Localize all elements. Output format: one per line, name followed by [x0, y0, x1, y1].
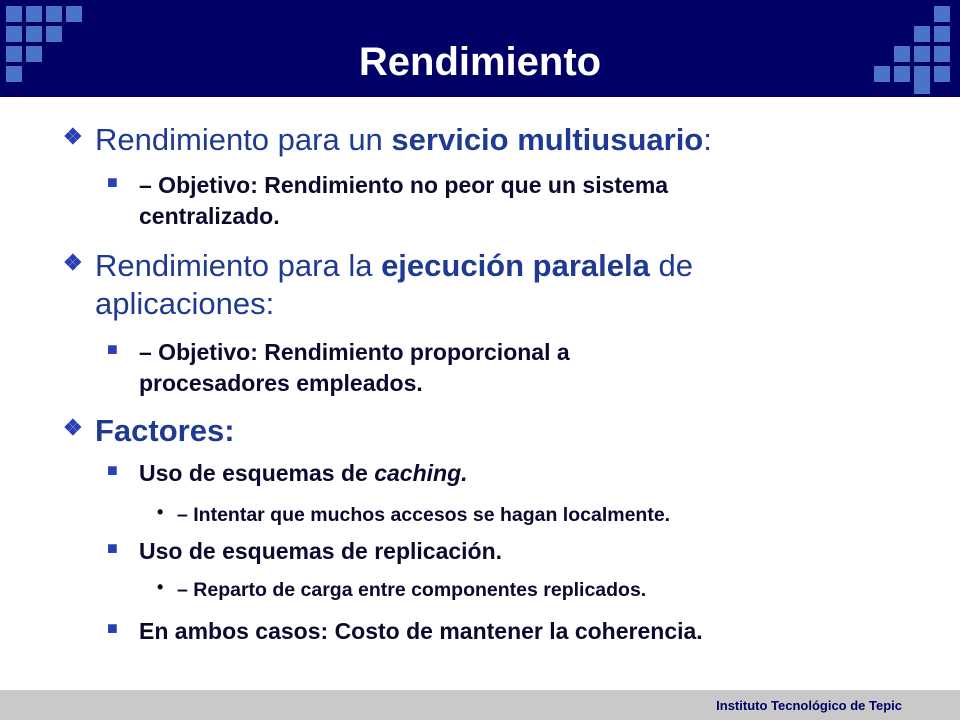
bullet-1-pre: Rendimiento para un — [95, 122, 392, 157]
dot-bullet-icon: • — [157, 502, 164, 522]
sub-bullet-2-1-line1: – Objetivo: Rendimiento proporcional a — [139, 339, 570, 365]
square-bullet-icon: ■ — [107, 339, 118, 359]
sub-bullet-1-1-line1: – Objetivo: Rendimiento no peor que un sistema — [139, 172, 669, 198]
square-bullet-icon: ■ — [107, 460, 118, 480]
diamond-bullet-icon: ❖ — [63, 250, 83, 275]
sub-bullet-3-3-text: En ambos casos: Costo de mantener la coherencia. — [139, 618, 703, 644]
detail-3-1-text: – Intentar que muchos accesos se hagan localmente. — [177, 504, 671, 526]
footer-institution: Instituto Tecnológico de Tepic — [716, 698, 902, 713]
sub-bullet-3-1-text — [139, 458, 468, 489]
dot-bullet-icon: • — [157, 577, 164, 597]
bullet-2-post: de — [649, 248, 693, 283]
sub-bullet-2-1-line2: procesadores empleados. — [139, 370, 423, 396]
slide-title: Rendimiento — [358, 40, 602, 84]
diamond-bullet-icon: ❖ — [63, 415, 83, 440]
sub-bullet-3-2-text: Uso de esquemas de replicación. — [139, 538, 503, 564]
bullet-1-bold: servicio multiusuario — [391, 122, 704, 157]
sub-bullet-3-1-em: caching. — [374, 460, 468, 486]
square-bullet-icon: ■ — [107, 618, 118, 638]
bullet-1-text — [95, 122, 712, 158]
bullet-2-bold: ejecución paralela — [381, 248, 650, 283]
square-bullet-icon: ■ — [107, 172, 118, 192]
sub-bullet-3-1-pre: Uso de esquemas de — [139, 460, 375, 486]
bullet-1-post: : — [703, 122, 712, 157]
sub-bullet-1-1-line2: centralizado. — [139, 203, 280, 229]
bullet-2-text — [95, 248, 693, 284]
bullet-3-label: Factores: — [95, 413, 235, 448]
bullet-2-pre: Rendimiento para la — [95, 248, 382, 283]
bullet-2-line2: aplicaciones: — [95, 286, 275, 321]
footer-bar — [0, 690, 960, 720]
detail-3-2-text: – Reparto de carga entre componentes replicados. — [177, 579, 647, 601]
square-bullet-icon: ■ — [107, 538, 118, 558]
diamond-bullet-icon: ❖ — [63, 124, 83, 149]
